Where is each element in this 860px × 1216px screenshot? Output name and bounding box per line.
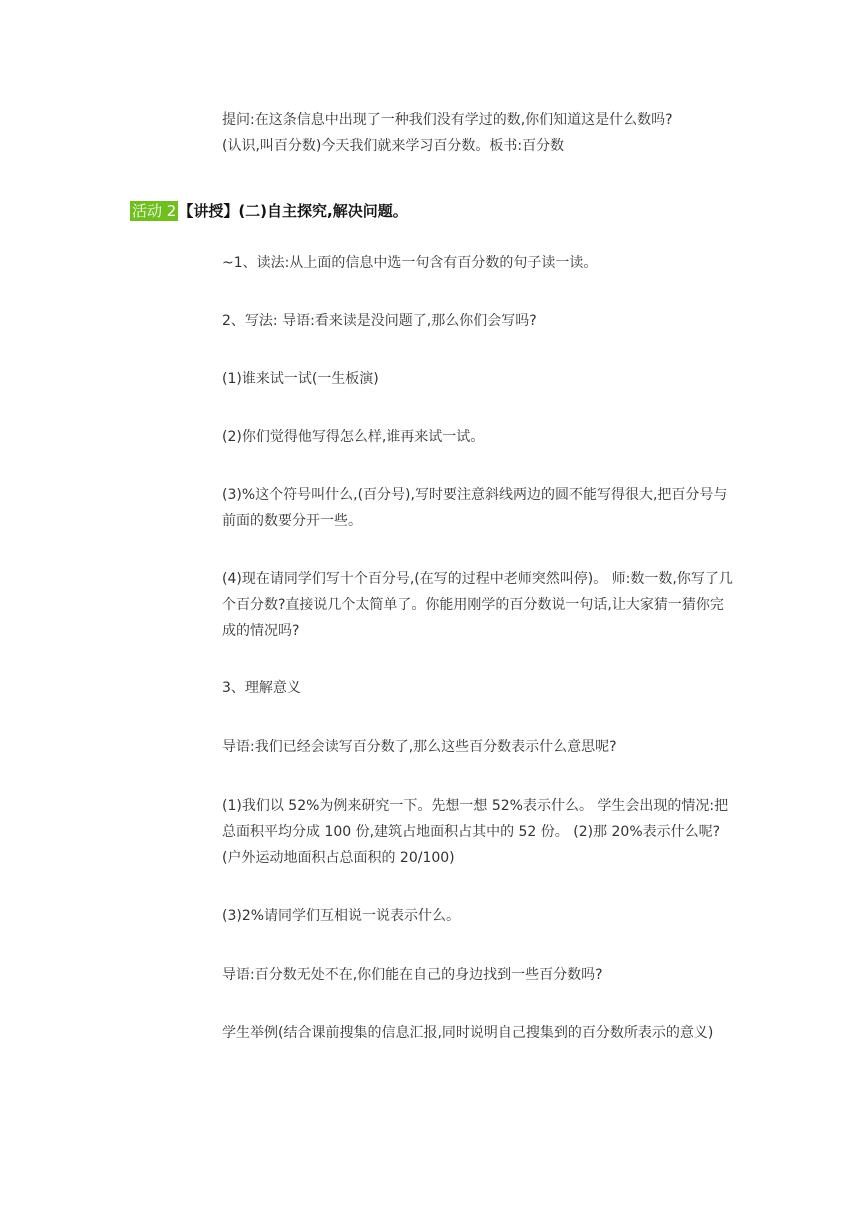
paragraph-guide-everywhere: 导语:百分数无处不在,你们能在自己的身边找到一些百分数吗? — [222, 967, 603, 983]
intro-question-line: 提问:在这条信息中出现了一种我们没有学过的数,你们知道这是什么数吗? — [222, 112, 673, 128]
paragraph-step-1: (1)谁来试一试(一生板演) — [222, 371, 379, 387]
paragraph-example-52: (1)我们以 52%为例来研究一下。先想一想 52%表示什么。 学生会出现的情况:把总面积平均分成 100 份,建筑占地面积占其中的 52 份。 (2)那 20%表示什么呢?(户外运动地面积占总面积的 20/100) — [222, 798, 729, 866]
paragraph-student-examples: 学生举例(结合课前搜集的信息汇报,同时说明自己搜集到的百分数所表示的意义) — [222, 1025, 714, 1041]
activity-title: 【讲授】(二)自主探究,解决问题。 — [178, 202, 408, 220]
activity-heading — [130, 200, 408, 222]
paragraph-example-2: (3)2%请同学们互相说一说表示什么。 — [222, 908, 461, 924]
paragraph-step-4: (4)现在请同学们写十个百分号,(在写的过程中老师突然叫停)。 师:数一数,你写了几个百分数?直接说几个太简单了。你能用刚学的百分数说一句话,让大家猜一猜你完成的情况吗? — [222, 571, 733, 639]
intro-answer-line: (认识,叫百分数)今天我们就来学习百分数。板书:百分数 — [222, 138, 565, 154]
paragraph-guide-meaning: 导语:我们已经会读写百分数了,那么这些百分数表示什么意思呢? — [222, 739, 617, 755]
paragraph-step-2: (2)你们觉得他写得怎么样,谁再来试一试。 — [222, 429, 485, 445]
paragraph-understand-meaning: 3、理解意义 — [222, 680, 301, 696]
paragraph-step-3: (3)%这个符号叫什么,(百分号),写时要注意斜线两边的圆不能写得很大,把百分号与前面的数要分开一些。 — [222, 487, 728, 529]
intro-paragraph — [222, 107, 734, 159]
activity-tag: 活动 2 — [132, 202, 177, 220]
paragraph-reading-method: ~1、读法:从上面的信息中选一句含有百分数的句子读一读。 — [222, 255, 598, 271]
paragraph-writing-method: 2、写法: 导语:看来读是没问题了,那么你们会写吗? — [222, 313, 537, 329]
